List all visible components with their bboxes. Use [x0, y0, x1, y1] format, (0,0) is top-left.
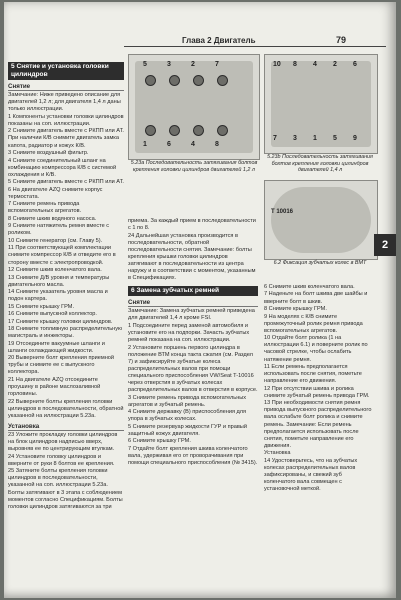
paragraph: 4 Снимите соединительный шланг на комбинацию компрессора К/В с системой охлаждения и К/В.	[8, 157, 117, 178]
section-5-install-heading: Установка	[8, 423, 124, 431]
bolt-marker	[169, 125, 180, 136]
figure-5-23b	[264, 54, 378, 154]
paragraph: 7 Наденьте на болт шкива две шайбы и вверните болт в шкив.	[264, 291, 368, 305]
paragraph: 22 Выверните болты крепления головки цилиндров в последовательности, обратной указанной на иллюстрации 5.23a.	[8, 398, 124, 419]
section-6-title: 6 Замена зубчатых ремней	[128, 286, 258, 296]
paragraph: 1 Компоненты установки головки цилиндров показаны на соп. иллюстрации.	[8, 113, 124, 127]
bolt-marker	[169, 75, 180, 86]
paragraph: 19 Отсоедините вакуумные шланги и шланги охлаждающей жидкости.	[8, 340, 105, 354]
timing-gears-illustration	[271, 187, 371, 253]
book-page	[4, 2, 396, 598]
bolt-number-label: 1	[143, 141, 147, 148]
paragraph: 8 Снимите шкив водяного насоса.	[8, 215, 97, 222]
paragraph: 6 Снимите крышку ГРМ.	[128, 438, 191, 445]
section-5-title: 5 Снятие и установка головки цилиндров	[8, 62, 124, 80]
column-middle-text	[128, 218, 258, 282]
paragraph: 6 Снимите шкив коленчатого вала.	[264, 284, 355, 290]
bolt-marker	[193, 75, 204, 86]
paragraph: 2 Установите поршень первого цилиндра в положение ВТМ конца такта сжатия (см. Раздел 7) и зафиксируйте зубчатые колеса распределительных валов при помощи специального приспособления VW/Seat T-10016 через отверстия в зубчатых колесах распределительных валов в отверстия в корпусе.	[128, 344, 258, 394]
paragraph: 17 Снимите крышку головки цилиндров.	[8, 318, 113, 325]
paragraph: 12 Снимите шкив коленчатого вала.	[8, 267, 102, 274]
paragraph: 4 Снимите державку (В) приспособления для упора в зубчатых колесах.	[128, 409, 247, 423]
paragraph: Установка	[264, 450, 291, 457]
paragraph: приема. За каждый прием в последовательности с 1 по 8.	[128, 218, 256, 232]
paragraph: 15 Снимите крышку ГРМ.	[8, 303, 75, 310]
bolt-number-label: 4	[191, 141, 195, 148]
paragraph: 25 Затяните болты крепления головки цилиндров в последовательности, указанной на соп. иллюстрации 5.23a. Болты затягивают в 3 этапа с соблюдением моментов согласно Спецификациям. Болты головки цилиндров затягиваются за три	[8, 468, 123, 510]
bolt-marker	[145, 125, 156, 136]
paragraph: 5 Снимите резервуар жидкости ГУР и правый защитный кожух двигателя.	[128, 423, 247, 437]
header-rule	[124, 46, 386, 47]
column-left	[8, 62, 124, 511]
paragraph: 13 При необходимости снятия ремня привода выпускного распределительного вала ослабьте болт ролика и снимите ремень. Замечание: Если ремень предполагается использовать после снятия, пометьте направление его движения.	[264, 400, 372, 449]
paragraph: 7 Снимите ремень привода вспомогательных агрегатов.	[8, 201, 82, 215]
paragraph: 12 При отсутствии шкива и ролика снимите зубчатый ремень привода ГРМ.	[264, 385, 370, 399]
paragraph: 13 Снимите Д/В уровня и температуры двигательного масла.	[8, 274, 110, 288]
section-6-note: Замечание: Замена зубчатых ремней приведена для двигателей 1,4 л кроме FSI.	[128, 308, 255, 322]
bolt-number-label: 2	[191, 61, 195, 68]
paragraph: 3 Снимите воздушный фильтр.	[8, 150, 89, 157]
paragraph: 14 Снимите указатель уровня масла и подон картера.	[8, 289, 108, 303]
paragraph: 20 Выверните болт крепления приемной трубы и снимите ее с выпускного коллектора.	[8, 355, 115, 376]
section-6-steps	[128, 323, 258, 467]
paragraph: 23 Уложите прокладку головки цилиндров на блок цилиндров надписью вверх, выровняв ее по центрирующим втулкам.	[8, 432, 118, 453]
page-header	[4, 2, 396, 45]
bolt-number-label: 8	[293, 61, 297, 68]
bolt-number-label: 6	[353, 61, 357, 68]
tool-label: T 10016	[271, 209, 294, 215]
bolt-number-label: 3	[293, 135, 297, 142]
section-6-removal-heading: Снятие	[128, 299, 258, 307]
paragraph: 18 Снимите топливную распределительную магистраль и инжекторы.	[8, 326, 123, 340]
chapter-title: Глава 2 Двигатель	[182, 36, 256, 45]
column-right-text	[264, 284, 374, 493]
paragraph: 9 Снимите натяжитель ремня вместе с роликом.	[8, 223, 110, 237]
bolt-number-label: 4	[313, 61, 317, 68]
figure-5-23a-caption: 5.23a Последовательность затягивания болтов крепления головки цилиндров двигателей 1,2 л	[130, 160, 258, 173]
paragraph: 6 На двигателе AZQ снимите корпус термостата.	[8, 186, 103, 200]
bolt-number-label: 2	[333, 61, 337, 68]
paragraph: 9 На моделях с К/В снимите промежуточный ролик ремня привода вспомогательных агрегатов.	[264, 313, 363, 334]
paragraph: 1 Подсоедините перед заменой автомобиля и установите его на подпорки. Зачасть зубчатых ремней показана на соп. иллюстрации.	[128, 322, 250, 344]
bolt-marker	[217, 75, 228, 86]
paragraph: 14 Удостоверьтесь, что на зубчатых колесах распределительных валов зафиксированы, и свежий зуб коленчатого вала совмещен с установочной меткой.	[264, 457, 358, 493]
section-5-note: Замечание: Ниже приведено описание для двигателей 1,2 л; для двигателя 1,4 л даны только иллюстрации.	[8, 92, 121, 113]
bolt-number-label: 7	[273, 135, 277, 142]
figure-5-23a	[128, 54, 260, 160]
bolt-number-label: 9	[353, 135, 357, 142]
bolt-number-label: 5	[143, 61, 147, 68]
column-middle	[128, 218, 258, 468]
section-5-removal-heading: Снятие	[8, 83, 124, 91]
section-5-install-steps	[8, 432, 124, 511]
bolt-number-label: 7	[215, 61, 219, 68]
paragraph: 11 При соответствующей комплектации снимите компрессор К/В и отведите его в сторону вместе с электропроводкой.	[8, 245, 116, 266]
bolt-number-label: 5	[333, 135, 337, 142]
bolt-number-label: 6	[167, 141, 171, 148]
paragraph: 5 Снимите двигатель вместе с РКПП или АТ.	[8, 179, 124, 186]
bolt-marker	[217, 125, 228, 136]
paragraph: 10 Отдайте болт ролика (1 на иллюстрации 6.1) и поверните ролик по часовой стрелке, чтобы ослабить натяжение ремня.	[264, 335, 368, 363]
column-right	[264, 284, 374, 494]
bolt-marker	[145, 75, 156, 86]
paragraph: 8 Снимите крышку ГРМ.	[264, 306, 327, 313]
page-number: 79	[336, 35, 347, 45]
paragraph: 24 Дальнейшая установка производится в последовательности, обратной последовательности снятия. Замечание: болты крепления крышки головки цилиндров затягивают в последовательности из центра наружу и в соответствии с моментом, указанным в Спецификациях.	[128, 232, 256, 282]
bolt-number-label: 3	[167, 61, 171, 68]
figure-5-23b-caption: 5.23b Последовательность затягивания болтов крепления головки цилиндров двигателей 1,4 л	[267, 154, 373, 174]
paragraph: 21 На двигателе AZQ отсоедините проушину в районе маслозаливной горловины.	[8, 376, 101, 398]
paragraph: 3 Снимите ремень привода вспомогательных агрегатов и зубчатый ремень.	[128, 394, 247, 408]
paragraph: 24 Установите головку цилиндров и вверните от руки 8 болтов ее крепления.	[8, 453, 115, 467]
paragraph: 2 Снимите двигатель вместе с РКПП или АТ. При наличии К/В снимите двигатель замка капота, радиатор и кожух К/В.	[8, 128, 124, 149]
paragraph: 10 Снимите генератор (см. Главу 5).	[8, 237, 103, 244]
paragraph: 7 Отдайте болт крепления шкива коленчатого вала, удерживая его от проворачивания при помощи специального приспособления (№ 3415).	[128, 445, 258, 467]
bolt-number-label: 1	[313, 135, 317, 142]
bolt-number-label: 10	[273, 61, 281, 68]
figure-6-2	[264, 180, 378, 260]
paragraph: 11 Если ремень предполагается использовать после снятия, пометьте направление его движения.	[264, 363, 362, 385]
bolt-marker	[193, 125, 204, 136]
bolt-number-label: 8	[215, 141, 219, 148]
figure-6-2-caption: 6.2 Фиксация зубчатых колес в ВМТ	[273, 260, 367, 266]
section-5-removal-steps	[8, 114, 124, 420]
chapter-side-tab: 2	[374, 234, 396, 256]
paragraph: 16 Снимите выпускной коллектор.	[8, 311, 97, 318]
